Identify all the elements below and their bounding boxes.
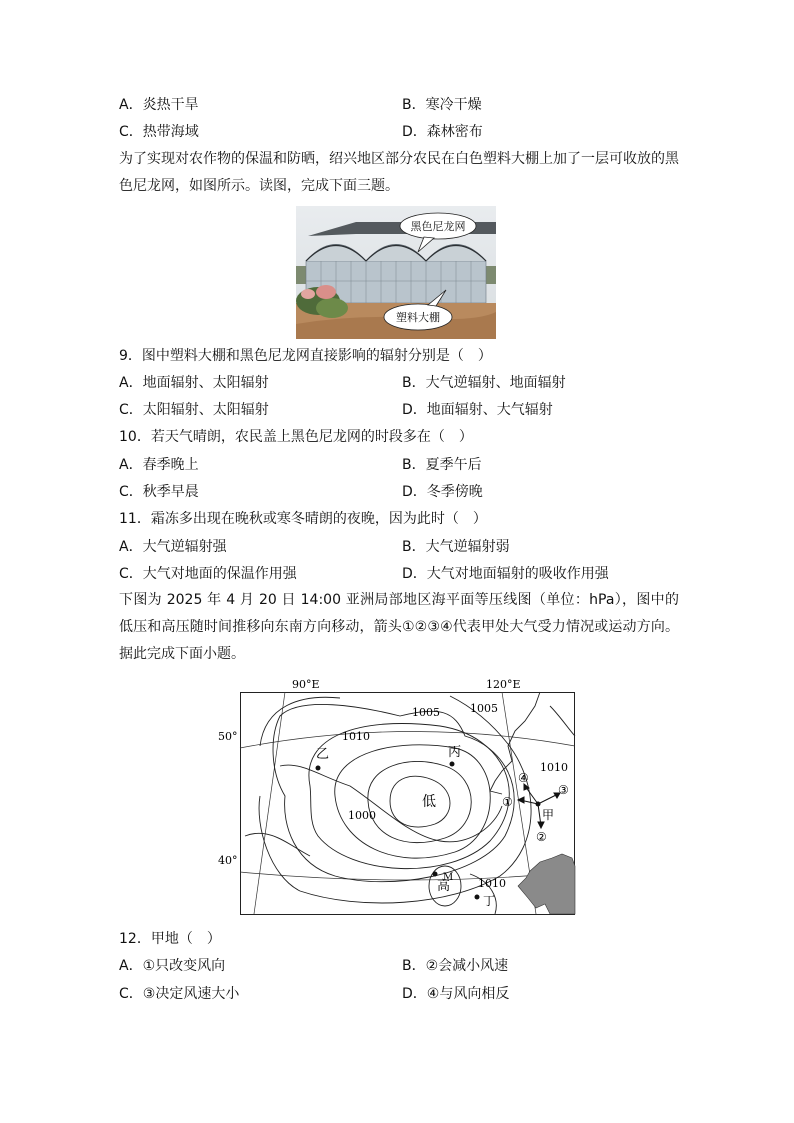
- greenhouse-photo: [296, 206, 496, 339]
- point-ding: 丁: [483, 894, 496, 908]
- q9-option-c: C．太阳辐射、太阳辐射: [119, 402, 269, 418]
- arrow-4-label: ④: [518, 771, 529, 785]
- point-bing: 丙: [448, 745, 462, 760]
- label-90e: 90°E: [292, 678, 320, 691]
- q9-option-a: A．地面辐射、太阳辐射: [119, 375, 269, 391]
- q11-option-a: A．大气逆辐射强: [119, 539, 227, 555]
- q12-option-c: C．③决定风速大小: [119, 986, 240, 1002]
- label-nylon-net: 黑色尼龙网: [410, 220, 466, 233]
- isobar-1010-c: 1010: [478, 877, 506, 890]
- q9-option-d: D．地面辐射、大气辐射: [402, 402, 553, 418]
- q8-option-c: C．热带海域: [119, 124, 199, 140]
- arrow-1-label: ①: [502, 795, 513, 809]
- q11-option-b: B．大气逆辐射弱: [402, 539, 510, 555]
- q10-option-d: D．冬季傍晚: [402, 484, 483, 500]
- label-50: 50°: [218, 730, 238, 743]
- greenhouse-intro: 为了实现对农作物的保温和防晒，绍兴地区部分农民在白色塑料大棚上加了一层可收放的黑色尼龙网，如图所示。读图，完成下面三题。: [119, 151, 679, 194]
- q9-stem: 9．图中塑料大棚和黑色尼龙网直接影响的辐射分别是（ ）: [119, 348, 492, 364]
- isobar-map: [218, 676, 576, 916]
- isobar-1005-b: 1005: [470, 702, 498, 715]
- q8-option-d: D．森林密布: [402, 124, 483, 140]
- point-m: M: [443, 872, 454, 883]
- q12-option-b: B．②会减小风速: [402, 958, 509, 974]
- q11-option-c: C．大气对地面的保温作用强: [119, 566, 297, 582]
- q10-option-b: B．夏季午后: [402, 457, 482, 473]
- arrow-2-label: ②: [536, 830, 547, 844]
- label-40: 40°: [218, 854, 238, 867]
- isobar-1010-a: 1010: [342, 730, 370, 743]
- q9-option-b: B．大气逆辐射、地面辐射: [402, 375, 566, 391]
- point-yi: 乙: [316, 747, 330, 762]
- q12-option-a: A．①只改变风向: [119, 958, 226, 974]
- q10-option-c: C．秋季早晨: [119, 484, 199, 500]
- q11-option-d: D．大气对地面辐射的吸收作用强: [402, 566, 609, 582]
- q8-option-b: B．寒冷干燥: [402, 97, 482, 113]
- q10-stem: 10．若天气晴朗，农民盖上黑色尼龙网的时段多在（ ）: [119, 429, 473, 445]
- label-plastic-shed: 塑料大棚: [396, 311, 440, 324]
- q11-stem: 11．霜冻多出现在晚秋或寒冬晴朗的夜晚，因为此时（ ）: [119, 511, 487, 527]
- high-pressure-label: 高: [437, 879, 451, 894]
- q10-option-a: A．春季晚上: [119, 457, 199, 473]
- point-jia: 甲: [542, 808, 555, 822]
- low-pressure-label: 低: [422, 794, 436, 810]
- isobar-1005-a: 1005: [412, 706, 440, 719]
- isobar-1000: 1000: [348, 809, 376, 822]
- isobar-1010-b: 1010: [540, 761, 568, 774]
- arrow-3-label: ③: [558, 783, 569, 797]
- map-intro: 下图为 2025 年 4 月 20 日 14:00 亚洲局部地区海平面等压线图（单位：hPa），图中的低压和高压随时间推移向东南方向移动，箭头①②③④代表甲处大气受力情况或运动方向。据此完成下面小题。: [119, 592, 679, 662]
- q8-option-a: A．炎热干旱: [119, 97, 199, 113]
- q12-stem: 12．甲地（ ）: [119, 931, 221, 947]
- q12-option-d: D．④与风向相反: [402, 986, 510, 1002]
- label-120e: 120°E: [486, 678, 521, 691]
